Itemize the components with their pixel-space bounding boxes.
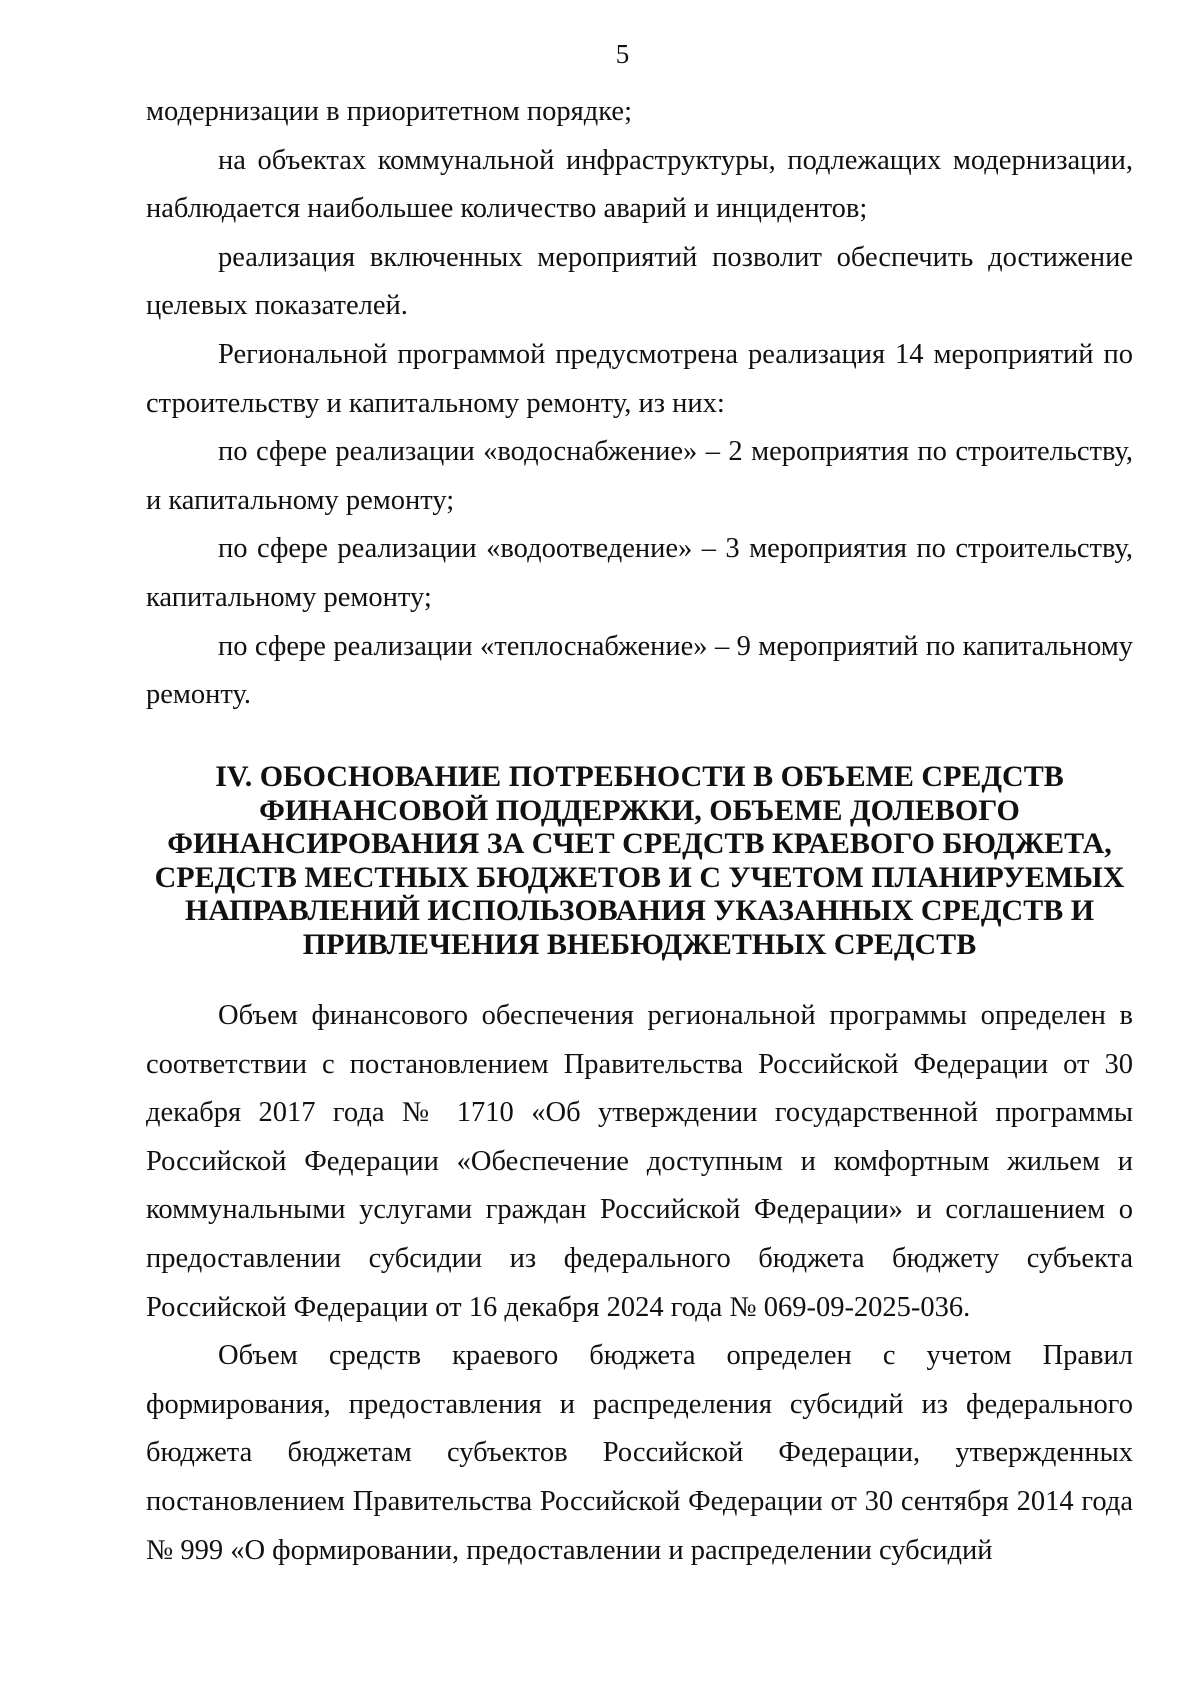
paragraph-heat-supply: по сфере реализации «теплоснабжение» – 9 мероприятий по капитальному ремонту. xyxy=(146,630,1133,711)
section-text-block xyxy=(146,992,1133,1575)
section-heading: IV. ОБОСНОВАНИЕ ПОТРЕБНОСТИ В ОБЪЕМЕ СРЕДСТВ ФИНАНСОВОЙ ПОДДЕРЖКИ, ОБЪЕМЕ ДОЛЕВОГО ФИНАНСИРОВАНИЯ ЗА СЧЕТ СРЕДСТВ КРАЕВОГО БЮДЖЕТА, СРЕДСТВ МЕСТНЫХ БЮДЖЕТОВ И С УЧЕТОМ ПЛАНИРУЕМЫХ НАПРАВЛЕНИЙ ИСПОЛЬЗОВАНИЯ УКАЗАННЫХ СРЕДСТВ И ПРИВЛЕЧЕНИЯ ВНЕБЮДЖЕТНЫХ СРЕДСТВ xyxy=(154,760,1125,961)
paragraph-financing-volume: Объем финансового обеспечения региональной программы определен в соответствии с постановлением Правительства Российской Федерации от 30 декабря 2017 года № 1710 «Об утверждении государственной программы Российской Федерации «Обеспечение доступным и комфортным жильем и коммунальными услугами граждан Российской Федерации» и соглашением о предоставлении субсидии из федерального бюджета бюджету субъекта Российской Федерации от 16 декабря 2024 года № 069-09-2025-036. xyxy=(146,1000,1133,1323)
paragraph-water-disposal: по сфере реализации «водоотведение» – 3 мероприятия по строительству, капитальному ремонту; xyxy=(146,533,1133,613)
paragraph-water-supply: по сфере реализации «водоснабжение» – 2 мероприятия по строительству, и капитальному ремонту; xyxy=(146,436,1133,516)
page-number: 5 xyxy=(615,39,630,69)
paragraph-targets: реализация включенных мероприятий позволит обеспечить достижение целевых показателей. xyxy=(146,241,1133,322)
paragraph-program-measures: Региональной программой предусмотрена реализация 14 мероприятий по строительству и капитальному ремонту, из них: xyxy=(146,338,1133,419)
paragraph-regional-budget: Объем средств краевого бюджета определен с учетом Правил формирования, предоставления и распределения субсидий из федерального бюджета бюджетам субъектов Российской Федерации, утвержденных постановлением Правительства Российской Федерации от 30 сентября 2014 года № 999 «О формировании, предоставлении и распределении субсидий xyxy=(146,1340,1133,1566)
paragraph-accidents: на объектах коммунальной инфраструктуры, подлежащих модернизации, наблюдается наибольшее количество аварий и инцидентов; xyxy=(146,144,1133,225)
intro-text-block xyxy=(146,88,1133,720)
paragraph-continuation: модернизации в приоритетном порядке; xyxy=(146,96,632,127)
